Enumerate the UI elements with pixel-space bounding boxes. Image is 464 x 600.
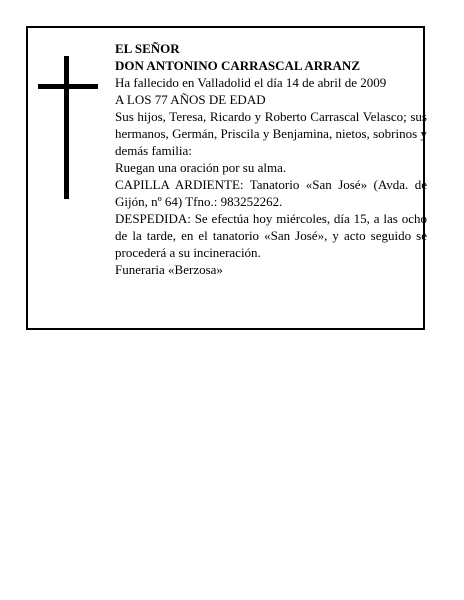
age-line: A LOS 77 AÑOS DE EDAD bbox=[115, 92, 266, 107]
death-announcement: Ha fallecido en Valladolid el día 14 de abril de 2009 bbox=[115, 75, 387, 90]
family-paragraph: Sus hijos, Teresa, Ricardo y Roberto Carrascal Velasco; sus hermanos, Germán, Priscila y Benjamina, nietos, sobrinos y demás familia: bbox=[115, 109, 427, 158]
capilla-ardiente-paragraph: CAPILLA ARDIENTE: Tanatorio «San José» (Avda. de Gijón, nº 64) Tfno.: 983252262. bbox=[115, 177, 427, 209]
despedida-paragraph: DESPEDIDA: Se efectúa hoy miércoles, día 15, a las ocho de la tarde, en el tanatorio «San José», y acto seguido se procederá a su incineración. bbox=[115, 211, 427, 260]
cross-vertical-bar bbox=[64, 56, 69, 199]
funeraria-line: Funeraria «Berzosa» bbox=[115, 262, 223, 277]
cross-icon bbox=[38, 56, 98, 199]
prayer-line: Ruegan una oración por su alma. bbox=[115, 160, 287, 175]
cross-horizontal-bar bbox=[38, 84, 98, 89]
deceased-name: DON ANTONINO CARRASCAL ARRANZ bbox=[115, 58, 360, 73]
obituary-notice bbox=[26, 26, 425, 330]
title-line-1: EL SEÑOR bbox=[115, 41, 180, 56]
notice-text bbox=[115, 40, 427, 278]
